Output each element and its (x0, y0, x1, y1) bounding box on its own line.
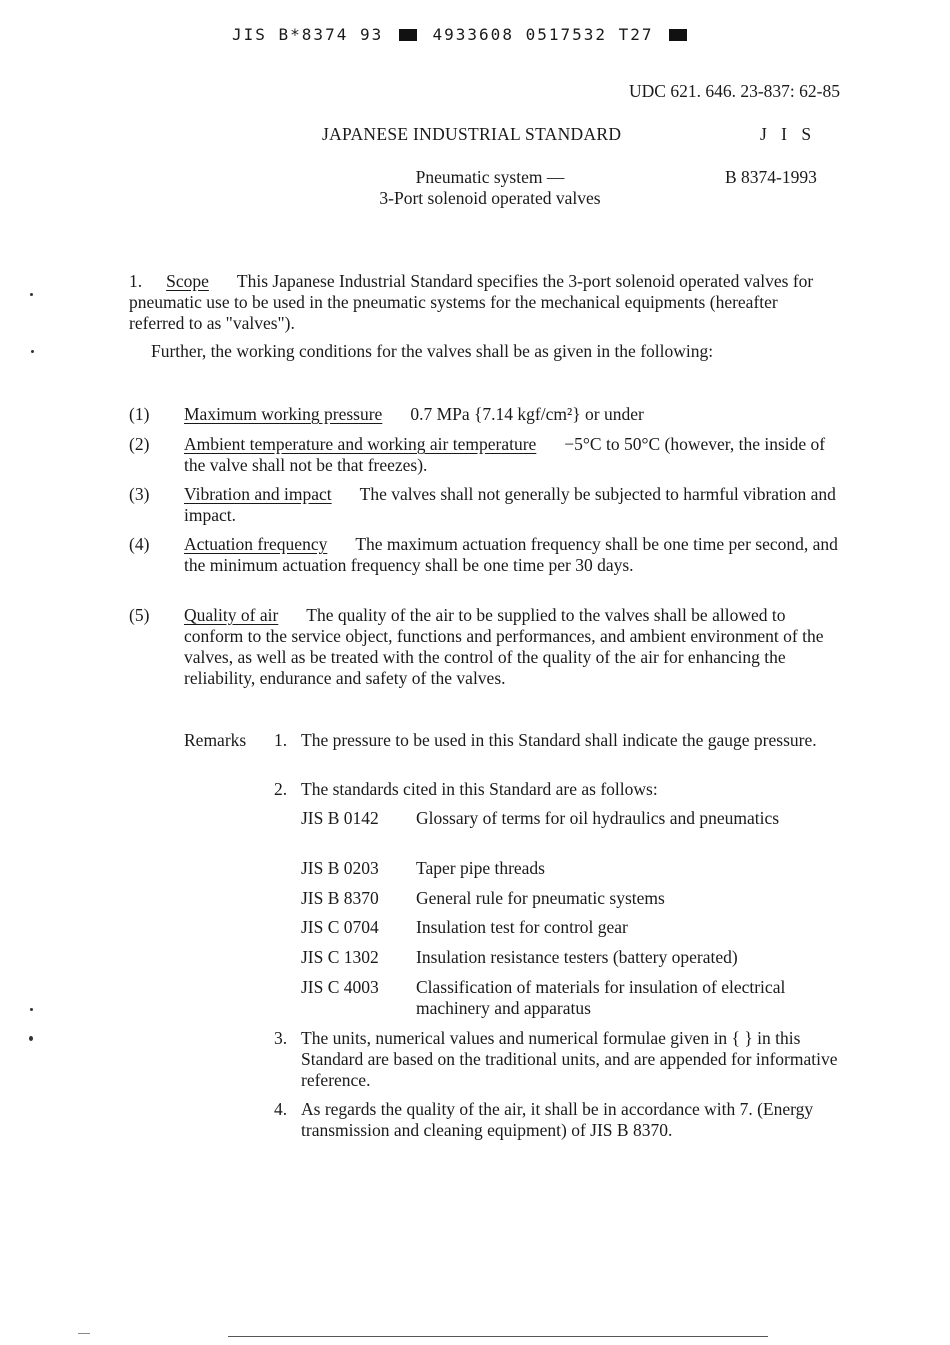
condition-text: The valves shall not generally be subjected to harmful vibration and impact. (184, 484, 836, 525)
condition-term: Ambient temperature and working air temperature (184, 434, 537, 454)
section-heading: Scope (166, 271, 209, 291)
remark-item (274, 730, 844, 751)
subtitle-line-2: 3-Port solenoid operated valves (379, 188, 601, 208)
condition-item (129, 404, 844, 425)
condition-text: The maximum actuation frequency shall be one time per second, and the minimum actuation frequency shall be one time per 30 days. (184, 534, 838, 575)
subtitle-line-1: Pneumatic system — (415, 167, 565, 187)
reference-code: JIS C 4003 (301, 977, 379, 997)
remark-text: The units, numerical values and numerical formulae given in { } in this Standard are based on the traditional units, and are appended for informative reference. (301, 1028, 838, 1090)
reference-title: Classification of materials for insulation of electrical machinery and apparatus (416, 977, 786, 1018)
udc-number: UDC 621. 646. 23-837: 62-85 (629, 81, 840, 101)
footer-rule (228, 1336, 768, 1337)
redaction-block (399, 29, 417, 41)
reference-title: General rule for pneumatic systems (416, 888, 665, 908)
scope-paragraph (129, 271, 819, 334)
reference-row (301, 858, 841, 879)
further-paragraph: Further, the working conditions for the valves shall be as given in the following: (151, 341, 714, 361)
reference-title: Insulation resistance testers (battery operated) (416, 947, 738, 967)
reference-title: Insulation test for control gear (416, 917, 628, 937)
reference-row (301, 947, 841, 968)
reference-row (301, 977, 841, 1019)
remark-text: The standards cited in this Standard are as follows: (301, 779, 658, 799)
remark-item (274, 779, 844, 800)
condition-text: −5°C to 50°C (however, the inside of the valve shall not be that freezes). (184, 434, 826, 475)
condition-term: Maximum working pressure (184, 404, 383, 424)
standard-title: JAPANESE INDUSTRIAL STANDARD (322, 124, 622, 144)
scan-speck (30, 1008, 33, 1011)
condition-number: (1) (129, 404, 150, 424)
remark-text: As regards the quality of the air, it shall be in accordance with 7. (Energy transmission and cleaning equipment) of JIS B 8370. (301, 1099, 814, 1140)
reference-code: JIS C 1302 (301, 947, 379, 967)
remark-number: 2. (274, 779, 288, 799)
redaction-block (669, 29, 687, 41)
condition-text: The quality of the air to be supplied to the valves shall be allowed to conform to the service object, functions and performances, and ambient environment of the valves, as well as be treated with the control of the quality of the air for enhancing the reliability, endurance and safety of the valves. (184, 605, 824, 688)
section-number: 1. (129, 271, 143, 291)
reference-row (301, 888, 841, 909)
control-code-part1: JIS B*8374 93 (232, 25, 384, 44)
reference-title: Taper pipe threads (416, 858, 545, 878)
condition-item (129, 484, 844, 526)
condition-term: Actuation frequency (184, 534, 328, 554)
reference-code: JIS C 0704 (301, 917, 379, 937)
reference-code: JIS B 8370 (301, 888, 379, 908)
condition-number: (3) (129, 484, 150, 504)
condition-number: (4) (129, 534, 150, 554)
reference-title: Glossary of terms for oil hydraulics and pneumatics (416, 808, 780, 828)
reference-code: JIS B 0203 (301, 858, 379, 878)
remark-number: 3. (274, 1028, 288, 1048)
condition-number: (5) (129, 605, 150, 625)
condition-item (129, 534, 844, 576)
reference-row (301, 808, 841, 829)
condition-number: (2) (129, 434, 150, 454)
remarks-label: Remarks (184, 730, 247, 750)
scan-speck (31, 350, 34, 353)
remark-text: The pressure to be used in this Standard shall indicate the gauge pressure. (301, 730, 817, 750)
reference-code: JIS B 0142 (301, 808, 379, 828)
condition-term: Vibration and impact (184, 484, 332, 504)
footer-dash (78, 1333, 90, 1334)
remark-number: 1. (274, 730, 288, 750)
control-code-part2: 4933608 0517532 T27 (432, 25, 654, 44)
condition-text: 0.7 MPa {7.14 kgf/cm²} or under (410, 404, 644, 424)
standard-number: B 8374-1993 (725, 167, 817, 187)
jis-mark: J I S (760, 124, 817, 144)
condition-item (129, 434, 844, 476)
remark-item (274, 1028, 844, 1091)
scan-speck (30, 293, 33, 296)
reference-row (301, 917, 841, 938)
remark-number: 4. (274, 1099, 288, 1119)
document-control-code (232, 24, 691, 45)
document-subtitle (340, 167, 640, 209)
condition-term: Quality of air (184, 605, 279, 625)
condition-item (129, 605, 844, 689)
remark-item (274, 1099, 844, 1141)
scope-text: This Japanese Industrial Standard specifies the 3-port solenoid operated valves for pneumatic use to be used in the pneumatic systems for the mechanical equipments (hereafter referred to as "valves"). (129, 271, 814, 333)
scan-speck (29, 1036, 33, 1041)
